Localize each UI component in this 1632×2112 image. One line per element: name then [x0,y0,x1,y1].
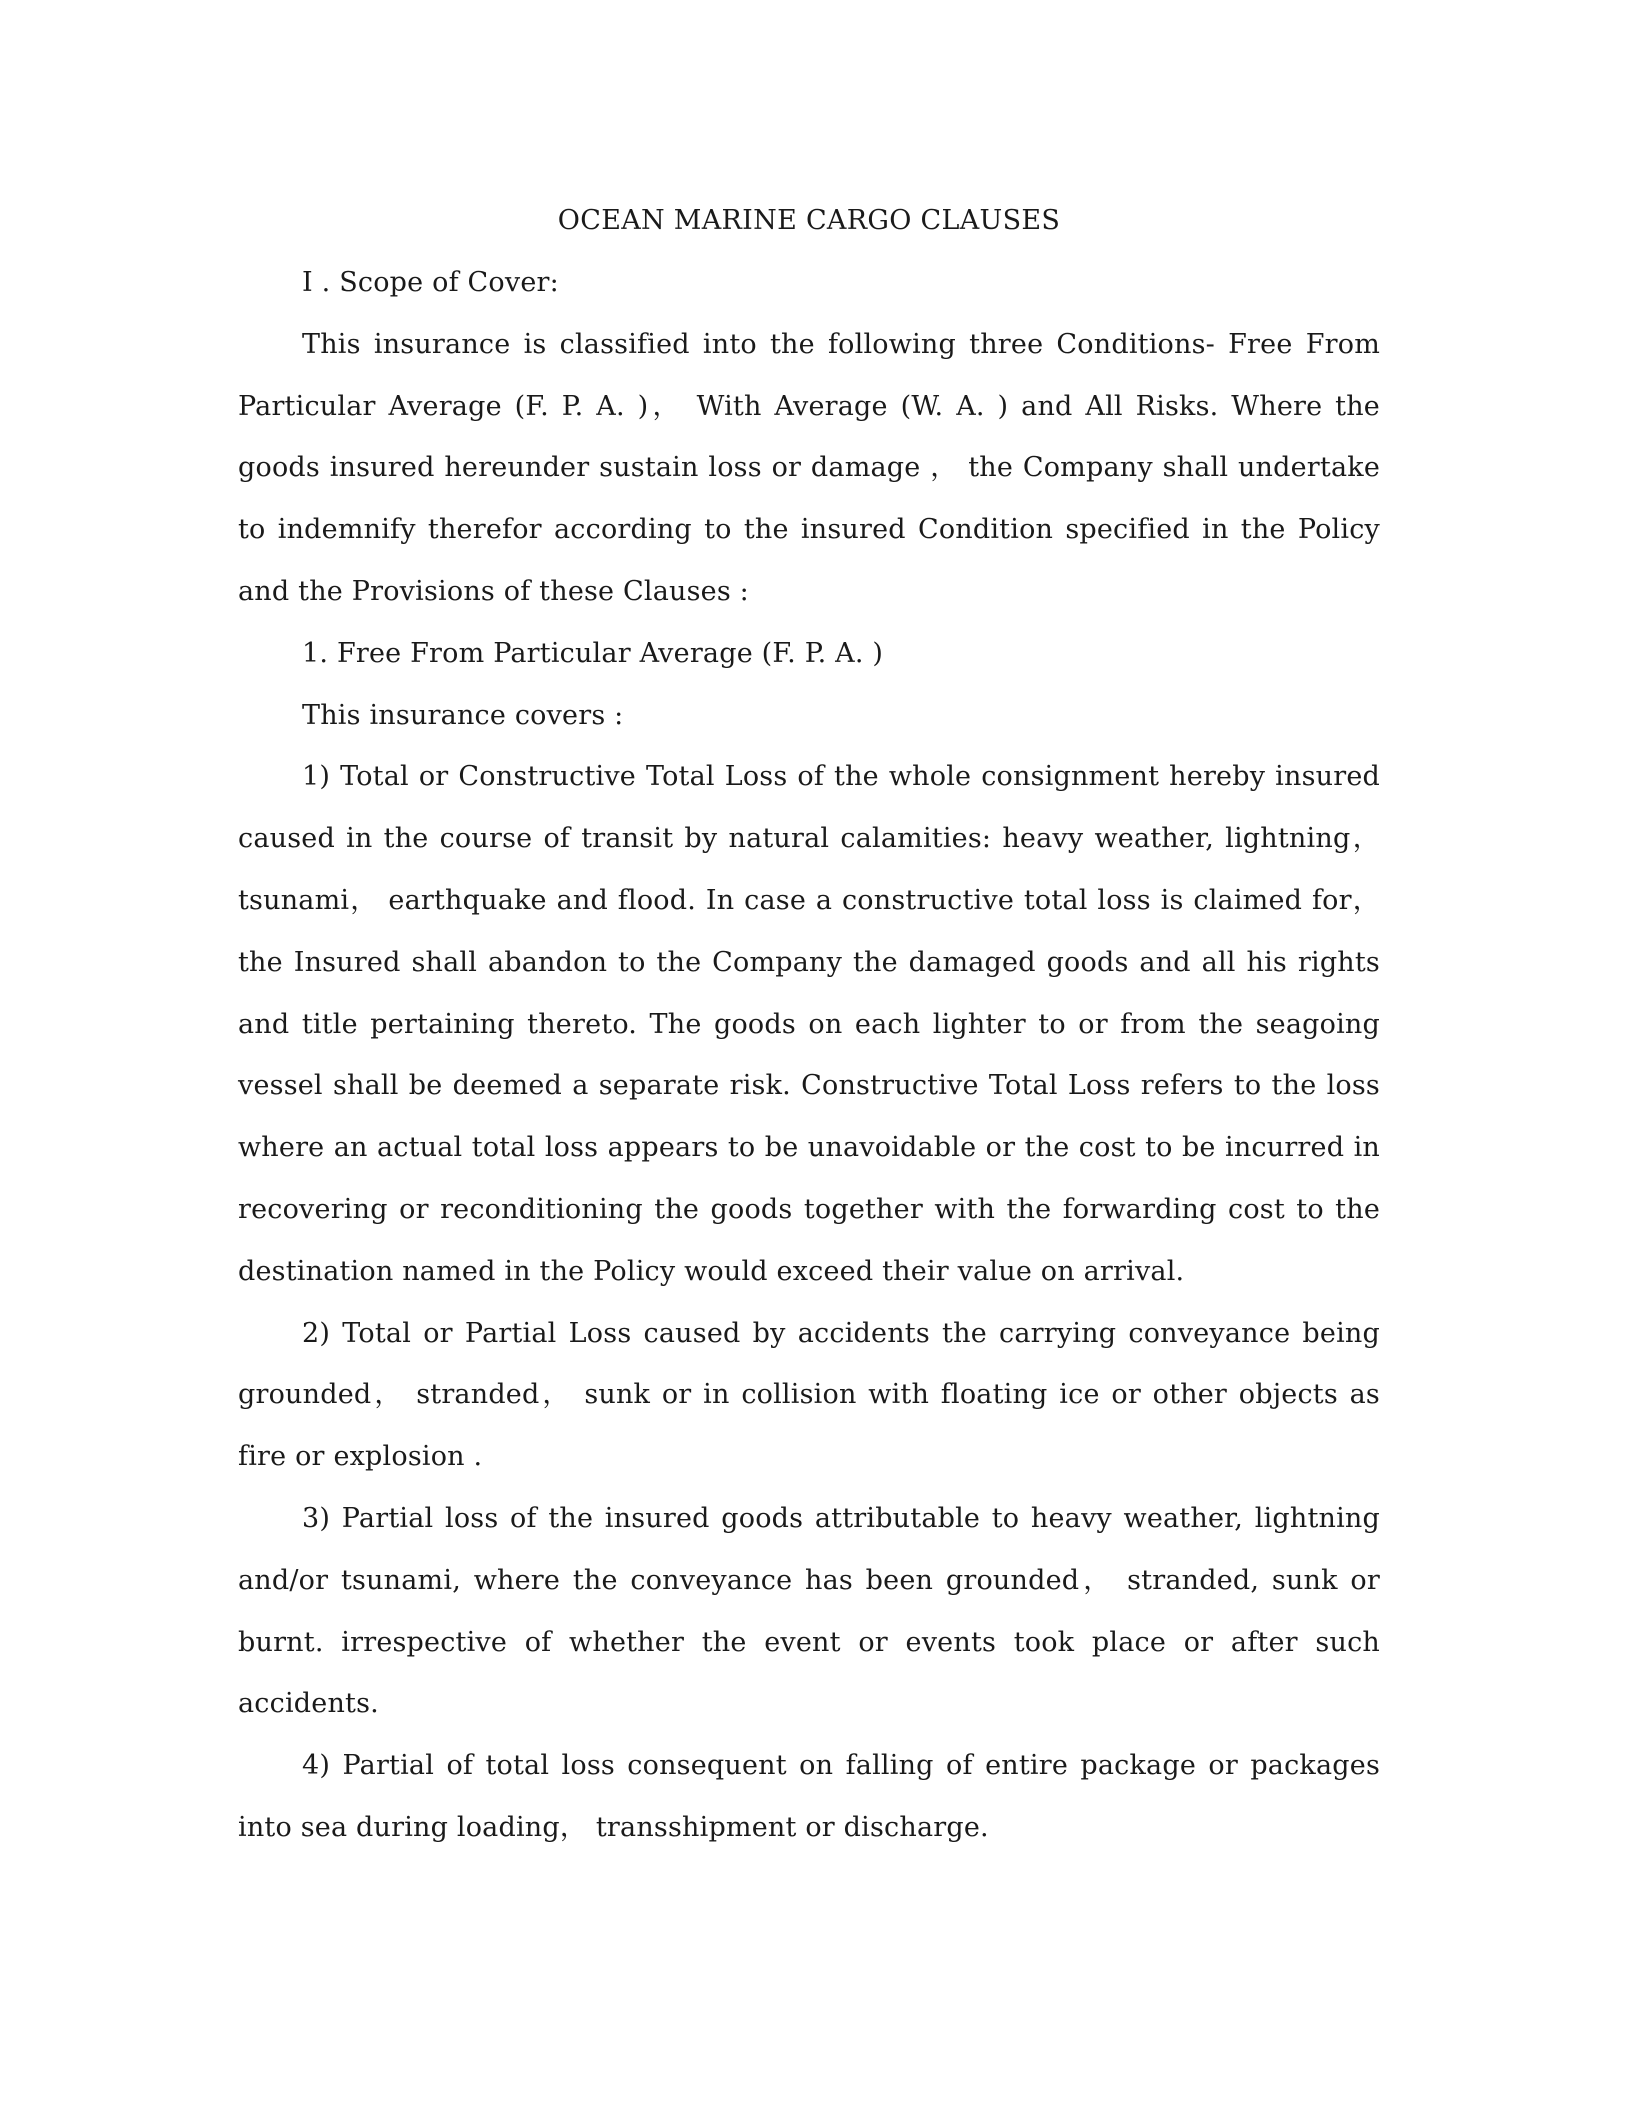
clause-item-4: 4) Partial of total loss consequent on falling of entire package or packages into sea during loading， transshipment or discharge. [238,1750,1380,1843]
subsection-heading-fpa: 1. Free From Particular Average (F. P. A. ) [302,637,884,669]
document-body [238,190,1380,1859]
clause-item-1: 1) Total or Constructive Total Loss of the whole consignment hereby insured caused in the course of transit by natural calamities: heavy weather, lightning， tsunami， earthquake and flood. In case a constructive total loss is claimed for， the Insured shall abandon to the Company the damaged goods and all his rights and title pertaining thereto. The goods on each lighter to or from the seagoing vessel shall be deemed a separate risk. Constructive Total Loss refers to the loss where an actual total loss appears to be unavoidable or the cost to be incurred in recovering or reconditioning the goods together with the forwarding cost to the destination named in the Policy would exceed their value on arrival. [238,761,1380,1287]
paragraph-coverage-intro: This insurance covers : [302,699,624,731]
clause-item-2: 2) Total or Partial Loss caused by accidents the carrying conveyance being grounded， stranded， sunk or in collision with floating ice or other objects as fire or explosion . [238,1317,1380,1473]
document-title: OCEAN MARINE CARGO CLAUSES [557,205,1061,236]
paragraph-intro: This insurance is classified into the following three Conditions- Free From Particular Average (F. P. A. )， With Average (W. A. ) and All Risks. Where the goods insured hereunder sustain loss or damage ， the Company shall undertake to indemnify therefor according to the insured Condition specified in the Policy and the Provisions of these Clauses : [238,328,1380,607]
clause-item-3: 3) Partial loss of the insured goods attributable to heavy weather, lightning and/or tsunami, where the conveyance has been grounded， stranded, sunk or burnt. irrespective of whether the event or events took place or after such accidents. [238,1502,1380,1720]
section-heading-scope-of-cover: I . Scope of Cover: [302,267,559,298]
